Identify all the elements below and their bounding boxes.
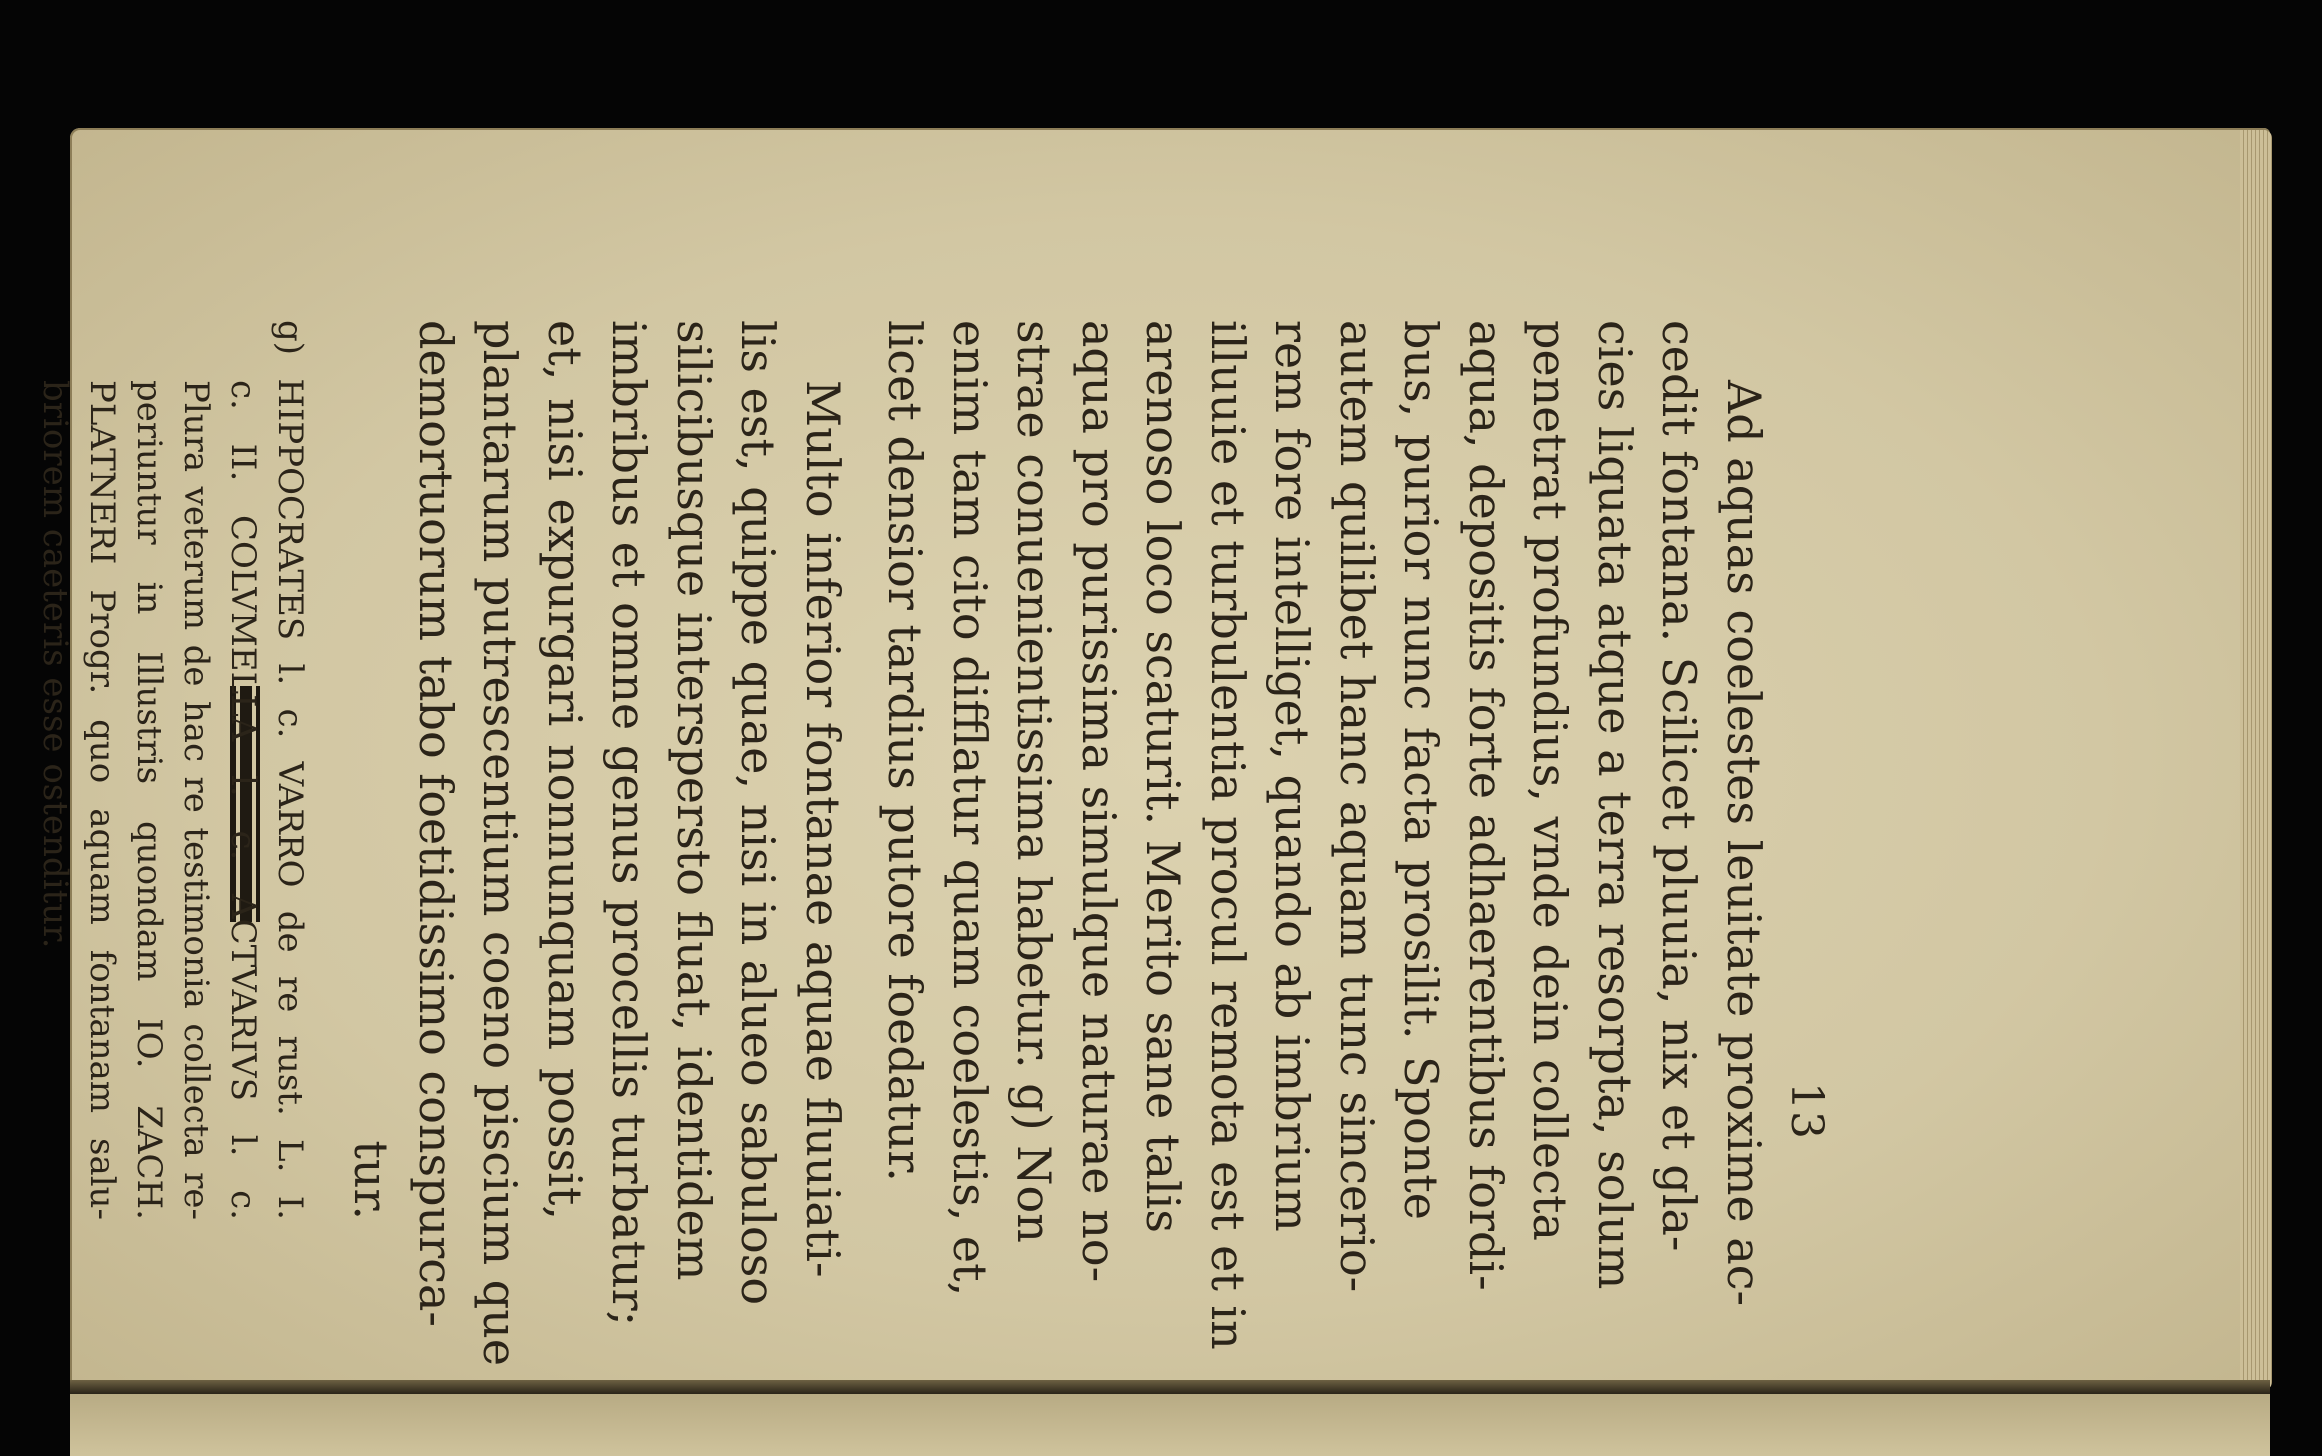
text-line: plantarum putrescentium coeno piscium que [473,320,528,1367]
text-line: cies liquata atque a terra resorpta, solum [1588,320,1642,1290]
next-page-strip [70,1394,2270,1456]
footnote [31,320,313,1220]
text-line: aqua pro purissima simulque naturae no- [1072,320,1126,1283]
footnote-line: g) HIPPOCRATES l. c. VARRO de re rust. L. I. [270,320,310,1220]
text-line: imbribus et omne genus procellis turbatur; [602,320,657,1327]
text-line: penetrat profundius, vnde dein collecta [1523,320,1578,1241]
text-line: illuuie et turbulentia procul remota est et in [1201,320,1255,1350]
text-line: strae conuenientissima habetur. g) Non [1007,320,1062,1243]
paragraph-2 [339,320,855,1367]
text-line: lis est, quippe quae, nisi in alueo sabuloso [731,320,786,1306]
text-line: demortuorum tabo foetidissimo conspurca- [409,320,463,1327]
text-line: rem fore intelliget, quando ab imbrium [1265,320,1320,1232]
footnote-line: Plura veterum de hac re testimonia collecta re- [176,380,216,1220]
text-page [35,280,1846,1367]
page-number: 13 [1781,1082,1832,1140]
text-line: enim tam cito difflatur quam coelestis, et, [943,320,997,1297]
text-line: et, nisi expurgari nonnunquam possit, [538,320,592,1220]
text-line: aqua, depositis forte adhaerentibus fordi- [1459,320,1513,1291]
text-line: tur. [344,1140,399,1220]
footnote-line: briorem caeteris esse ostenditur. [35,380,75,949]
footnote-line: c. II. COLVMELLA l. c. ACTVARIVS l. c. [223,380,263,1220]
text-line: cedit fontana. Scilicet pluuia, nix et gla- [1652,320,1707,1252]
text-line: silicibusque interspersto fluat, identidem [667,320,721,1281]
text-line: Multo inferior fontanae aquae fluuiati- [796,380,850,1278]
text-body [31,320,1776,1367]
paragraph-1 [873,320,1776,1350]
text-line: Ad aquas coelestes leuitate proxime ac- [1717,380,1771,1307]
text-line: bus, purior nunc facta prosilit. Sponte [1394,320,1449,1220]
footnote-line: periuntur in Illustris quondam IO. ZACH. [129,380,169,1220]
text-line: licet densior tardius putore foedatur. [878,320,933,1182]
page-gutter [70,1380,2270,1394]
page-edges [2240,130,2272,1390]
text-line: arenoso loco scaturit. Merito sane talis [1136,320,1191,1233]
text-line: autem quilibet hanc aquam tunc sincerio- [1330,320,1384,1293]
footnote-line: PLATNERI Progr. quo aquam fontanam salu- [82,380,122,1220]
